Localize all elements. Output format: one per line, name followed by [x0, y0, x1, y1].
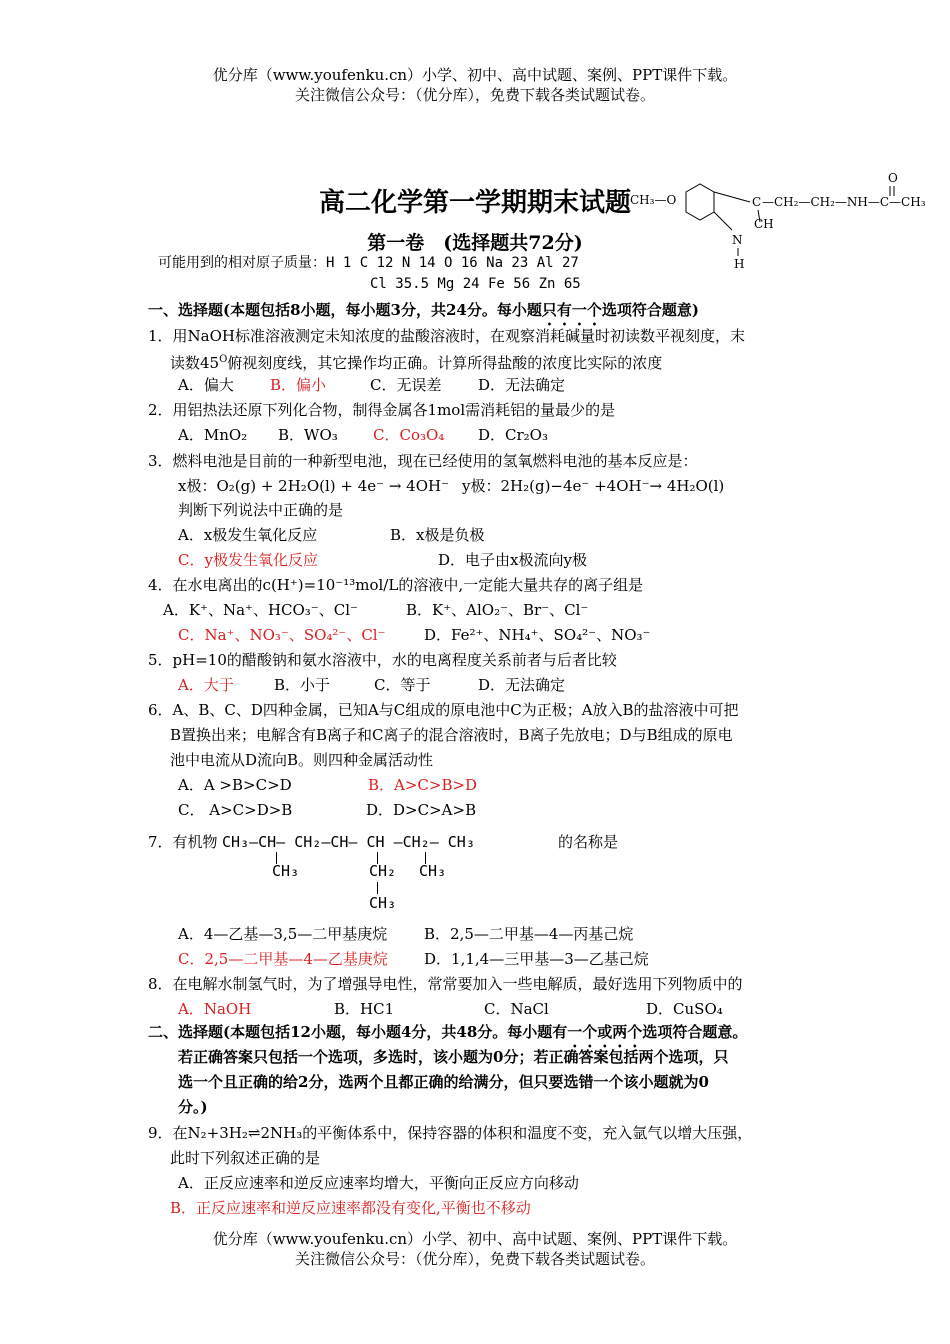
q6-option-c: C． A>C>D>B	[178, 801, 293, 819]
q2-option-d: D．Cr₂O₃	[478, 426, 548, 444]
header-line-2: 关注微信公众号：（优分库），免费下载各类试题试卷。	[294, 86, 655, 104]
q1-option-d: D．无法确定	[478, 376, 566, 394]
q1-option-a: A．偏大	[178, 376, 234, 394]
q4-stem: 4．在水电离出的c(H⁺)=10⁻¹³mol/L的溶液中,一定能大量共存的离子组是	[148, 576, 644, 594]
q7-prefix: 7．有机物	[148, 833, 218, 851]
q5-option-b: B．小于	[274, 676, 331, 694]
q6-option-b: B．A>C>B>D	[368, 776, 478, 794]
q5-stem: 5．pH=10的醋酸钠和氨水溶液中，水的电离程度关系前者与后者比较	[148, 651, 617, 669]
page-title: 高二化学第一学期期末试题	[318, 188, 631, 218]
q3-y-electrode: y极：2H₂(g)−4e⁻ +4OH⁻→ 4H₂O(l)	[462, 477, 725, 495]
q8-option-d: D．CuSO₄	[646, 1000, 723, 1018]
atomic-masses-line-2: Cl 35.5 Mg 24 Fe 56 Zn 65	[370, 276, 581, 292]
section-2-line-4: 分。)	[178, 1098, 208, 1116]
section-1-heading: 一、选择题(本题包括8小题，每小题3分，共24分。每小题只有一个选项符合题意)	[148, 301, 699, 319]
mol-left: CH₃—O	[630, 193, 677, 207]
atomic-masses-line-1: 可能用到的相对原子质量：H 1 C 12 N 14 O 16 Na 23 Al 27	[158, 255, 579, 271]
q3-judge: 判断下列说法中正确的是	[178, 501, 344, 519]
q1-option-b: B．偏小	[270, 376, 327, 394]
q7-option-c: C．2,5—二甲基—4—乙基庚烷	[178, 950, 388, 968]
q7-sub-ch3-1: CH₃	[272, 862, 300, 880]
q7-option-a: A．4—乙基—3,5—二甲基庚烷	[178, 925, 388, 943]
q4-option-a: A．K⁺、Na⁺、HCO₃⁻、Cl⁻	[163, 601, 358, 619]
q6-line-3: 池中电流从D流向B。则四种金属活动性	[170, 751, 434, 769]
mol-o: O	[888, 171, 898, 185]
q3-option-c: C．y极发生氧化反应	[178, 551, 318, 569]
q6-line-1: 6．A、B、C、D四种金属，已知A与C组成的原电池中C为正极；A放入B的盐溶液中可把	[148, 701, 739, 719]
q1-line-1: 1．用NaOH标准溶液测定未知浓度的盐酸溶液时，在观察消耗碱量时初读数平视刻度，末	[148, 327, 745, 345]
q7-sub-ch2: CH₂	[369, 862, 397, 880]
q6-option-a: A．A >B>C>D	[178, 776, 292, 794]
q8-option-c: C．NaCl	[484, 1000, 549, 1018]
q2-option-a: A．MnO₂	[178, 426, 248, 444]
mol-n: N	[732, 233, 743, 247]
q8-option-b: B．HC1	[334, 1000, 395, 1018]
q4-option-d: D．Fe²⁺、NH₄⁺、SO₄²⁻、NO₃⁻	[424, 626, 651, 644]
q4-option-b: B．K⁺、AlO₂⁻、Br⁻、Cl⁻	[406, 601, 589, 619]
mol-chain: —CH₂—CH₂—NH—C—CH₃	[762, 195, 926, 209]
q6-line-2: B置换出来；电解含有B离子和C离子的混合溶液时，B离子先放电；D与B组成的原电	[170, 726, 733, 744]
q3-option-b: B．x极是负极	[390, 526, 485, 544]
q2-stem: 2．用铝热法还原下列化合物，制得金属各1mol需消耗铝的量最少的是	[148, 401, 616, 419]
header-line-1: 优分库（www.youfenku.cn）小学、初中、高中试题、案例、PPT课件下载。	[212, 66, 738, 84]
q7-option-d: D．1,1,4—三甲基—3—乙基己烷	[424, 950, 649, 968]
q7-bond-4	[377, 882, 378, 894]
q7-sub-ch3-3: CH₃	[369, 894, 397, 912]
q3-option-a: A．x极发生氧化反应	[178, 526, 318, 544]
q2-option-c: C．Co₃O₄	[373, 426, 445, 444]
mol-ch: CH	[754, 217, 774, 231]
q9-option-b: B．正反应速率和逆反应速率都没有变化,平衡也不移动	[170, 1199, 531, 1217]
mol-h: H	[734, 257, 745, 271]
q7-option-b: B．2,5—二甲基—4—丙基己烷	[424, 925, 634, 943]
q7-main-chain: CH₃—CH— CH₂—CH— CH —CH₂— CH₃	[222, 833, 475, 851]
q1-option-c: C．无误差	[370, 376, 442, 394]
q3-stem: 3．燃料电池是目前的一种新型电池，现在已经使用的氢氧燃料电池的基本反应是：	[148, 452, 698, 470]
q1-line-2: 读数$45^O$俯视刻度线，其它操作均正确。计算所得盐酸的浓度比实际的浓度	[170, 354, 663, 372]
q5-option-c: C．等于	[374, 676, 431, 694]
q2-option-b: B．WO₃	[278, 426, 338, 444]
q6-option-d: D．D>C>A>B	[366, 801, 477, 819]
q9-option-a: A．正反应速率和逆反应速率均增大，平衡向正反应方向移动	[178, 1174, 579, 1192]
q3-option-d: D．电子由x极流向y极	[438, 551, 587, 569]
section-2-line-2: 若正确答案只包括一个选项，多选时，该小题为0分；若正确答案包括两个选项，只	[178, 1048, 729, 1066]
q5-option-a: A．大于	[178, 676, 234, 694]
footer-line-1: 优分库（www.youfenku.cn）小学、初中、高中试题、案例、PPT课件下载。	[212, 1230, 738, 1248]
q9-line-1: 9．在N₂+3H₂⇌2NH₃的平衡体系中，保持容器的体积和温度不变，充入氩气以增大压强，	[148, 1124, 753, 1142]
footer-line-2: 关注微信公众号：（优分库），免费下载各类试题试卷。	[294, 1250, 655, 1268]
section-2-line-3: 选一个且正确的给2分，选两个且都正确的给满分，但只要选错一个该小题就为0	[178, 1073, 709, 1091]
q7-suffix: 的名称是	[558, 833, 619, 851]
q9-line-2: 此时下列叙述正确的是	[170, 1149, 321, 1167]
q3-x-electrode: x极：O₂(g) + 2H₂O(l) + 4e⁻ → 4OH⁻	[178, 477, 450, 495]
q4-option-c: C．Na⁺、NO₃⁻、SO₄²⁻、Cl⁻	[178, 626, 386, 644]
q7-sub-ch3-2: CH₃	[419, 862, 447, 880]
section-2-heading: 二、选择题(本题包括12小题，每小题4分，共48分。每小题有一个或两个选项符合题意。	[148, 1023, 748, 1041]
q5-option-d: D．无法确定	[478, 676, 566, 694]
page-subtitle: 第一卷 (选择题共72分)	[367, 232, 583, 254]
q8-option-a: A．NaOH	[178, 1000, 252, 1018]
mol-c1: C	[752, 195, 762, 209]
q8-stem: 8．在电解水制氢气时，为了增强导电性，常常要加入一些电解质，最好选用下列物质中的	[148, 975, 743, 993]
